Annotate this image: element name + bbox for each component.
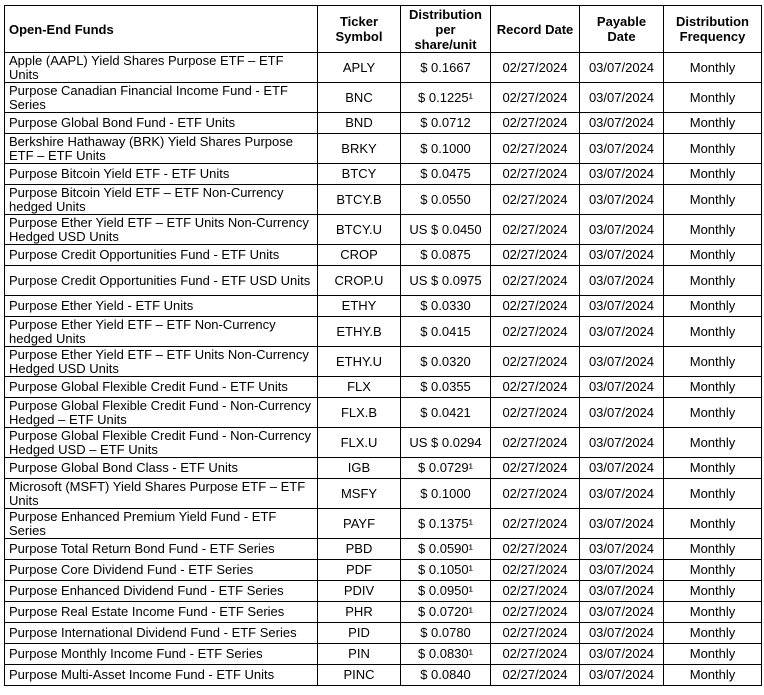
distribution-amount-cell: US $ 0.0294 (401, 428, 491, 458)
ticker-cell: PDF (318, 560, 401, 581)
distribution-amount-cell: $ 0.1375¹ (401, 509, 491, 539)
ticker-cell: FLX (318, 377, 401, 398)
table-row (5, 458, 762, 479)
table-row (5, 509, 762, 539)
fund-name-cell: Apple (AAPL) Yield Shares Purpose ETF – ETF Units (5, 53, 318, 83)
ticker-cell: PINC (318, 665, 401, 686)
distribution-amount-cell: $ 0.1225¹ (401, 83, 491, 113)
table-row (5, 164, 762, 185)
fund-name-cell: Purpose Core Dividend Fund - ETF Series (5, 560, 318, 581)
ticker-cell: FLX.U (318, 428, 401, 458)
payable-date-cell: 03/07/2024 (580, 644, 664, 665)
table-row (5, 623, 762, 644)
header-fund: Open-End Funds (5, 6, 318, 53)
frequency-cell: Monthly (664, 623, 762, 644)
fund-name-cell: Purpose Global Flexible Credit Fund - Non-Currency Hedged USD – ETF Units (5, 428, 318, 458)
payable-date-cell: 03/07/2024 (580, 539, 664, 560)
ticker-cell: ETHY.B (318, 317, 401, 347)
frequency-cell: Monthly (664, 134, 762, 164)
distribution-amount-cell: $ 0.0355 (401, 377, 491, 398)
payable-date-cell: 03/07/2024 (580, 509, 664, 539)
distribution-amount-cell: $ 0.0875 (401, 245, 491, 266)
payable-date-cell: 03/07/2024 (580, 377, 664, 398)
frequency-cell: Monthly (664, 539, 762, 560)
ticker-cell: ETHY (318, 296, 401, 317)
ticker-cell: ETHY.U (318, 347, 401, 377)
record-date-cell: 02/27/2024 (491, 623, 580, 644)
record-date-cell: 02/27/2024 (491, 428, 580, 458)
fund-name-cell: Purpose Canadian Financial Income Fund - ETF Series (5, 83, 318, 113)
ticker-cell: BTCY.B (318, 185, 401, 215)
fund-name-cell: Purpose Global Flexible Credit Fund - ETF Units (5, 377, 318, 398)
payable-date-cell: 03/07/2024 (580, 113, 664, 134)
fund-name-cell: Purpose Ether Yield ETF – ETF Units Non-Currency Hedged USD Units (5, 215, 318, 245)
payable-date-cell: 03/07/2024 (580, 317, 664, 347)
frequency-cell: Monthly (664, 296, 762, 317)
table-row (5, 317, 762, 347)
payable-date-cell: 03/07/2024 (580, 560, 664, 581)
ticker-cell: BNC (318, 83, 401, 113)
table-row (5, 53, 762, 83)
ticker-cell: PDIV (318, 581, 401, 602)
table-row (5, 377, 762, 398)
frequency-cell: Monthly (664, 185, 762, 215)
header-distribution: Distribution per share/unit (401, 6, 491, 53)
fund-name-cell: Purpose Ether Yield - ETF Units (5, 296, 318, 317)
fund-name-cell: Purpose Total Return Bond Fund - ETF Series (5, 539, 318, 560)
distribution-amount-cell: $ 0.0590¹ (401, 539, 491, 560)
record-date-cell: 02/27/2024 (491, 665, 580, 686)
record-date-cell: 02/27/2024 (491, 377, 580, 398)
frequency-cell: Monthly (664, 665, 762, 686)
ticker-cell: CROP (318, 245, 401, 266)
distribution-amount-cell: $ 0.0950¹ (401, 581, 491, 602)
frequency-cell: Monthly (664, 317, 762, 347)
payable-date-cell: 03/07/2024 (580, 428, 664, 458)
distribution-amount-cell: $ 0.1000 (401, 479, 491, 509)
distribution-amount-cell: $ 0.0830¹ (401, 644, 491, 665)
fund-name-cell: Purpose Global Bond Fund - ETF Units (5, 113, 318, 134)
record-date-cell: 02/27/2024 (491, 113, 580, 134)
frequency-cell: Monthly (664, 164, 762, 185)
payable-date-cell: 03/07/2024 (580, 164, 664, 185)
distribution-amount-cell: $ 0.0475 (401, 164, 491, 185)
frequency-cell: Monthly (664, 398, 762, 428)
record-date-cell: 02/27/2024 (491, 602, 580, 623)
fund-name-cell: Purpose Enhanced Premium Yield Fund - ETF Series (5, 509, 318, 539)
distribution-amount-cell: US $ 0.0975 (401, 266, 491, 296)
table-row (5, 215, 762, 245)
distribution-amount-cell: $ 0.0712 (401, 113, 491, 134)
fund-name-cell: Purpose Credit Opportunities Fund - ETF USD Units (5, 266, 318, 296)
record-date-cell: 02/27/2024 (491, 581, 580, 602)
record-date-cell: 02/27/2024 (491, 296, 580, 317)
fund-name-cell: Purpose Ether Yield ETF – ETF Units Non-Currency Hedged USD Units (5, 347, 318, 377)
distribution-amount-cell: $ 0.1000 (401, 134, 491, 164)
frequency-cell: Monthly (664, 428, 762, 458)
record-date-cell: 02/27/2024 (491, 347, 580, 377)
fund-name-cell: Microsoft (MSFT) Yield Shares Purpose ETF – ETF Units (5, 479, 318, 509)
header-payable-date: Payable Date (580, 6, 664, 53)
distribution-amount-cell: $ 0.0780 (401, 623, 491, 644)
distribution-amount-cell: $ 0.1667 (401, 53, 491, 83)
payable-date-cell: 03/07/2024 (580, 458, 664, 479)
frequency-cell: Monthly (664, 509, 762, 539)
record-date-cell: 02/27/2024 (491, 539, 580, 560)
table-row (5, 665, 762, 686)
frequency-cell: Monthly (664, 266, 762, 296)
frequency-cell: Monthly (664, 245, 762, 266)
fund-name-cell: Purpose Global Flexible Credit Fund - Non-Currency Hedged – ETF Units (5, 398, 318, 428)
table-row (5, 296, 762, 317)
table-row (5, 266, 762, 296)
table-row (5, 581, 762, 602)
frequency-cell: Monthly (664, 644, 762, 665)
fund-name-cell: Purpose Bitcoin Yield ETF – ETF Non-Currency hedged Units (5, 185, 318, 215)
fund-name-cell: Purpose Multi-Asset Income Fund - ETF Units (5, 665, 318, 686)
fund-name-cell: Purpose Bitcoin Yield ETF - ETF Units (5, 164, 318, 185)
distribution-amount-cell: $ 0.0550 (401, 185, 491, 215)
frequency-cell: Monthly (664, 458, 762, 479)
distribution-amount-cell: $ 0.0729¹ (401, 458, 491, 479)
table-row (5, 245, 762, 266)
fund-name-cell: Purpose Enhanced Dividend Fund - ETF Series (5, 581, 318, 602)
payable-date-cell: 03/07/2024 (580, 347, 664, 377)
ticker-cell: PID (318, 623, 401, 644)
frequency-cell: Monthly (664, 581, 762, 602)
table-row (5, 560, 762, 581)
table-row (5, 398, 762, 428)
payable-date-cell: 03/07/2024 (580, 398, 664, 428)
payable-date-cell: 03/07/2024 (580, 245, 664, 266)
table-row (5, 428, 762, 458)
frequency-cell: Monthly (664, 377, 762, 398)
frequency-cell: Monthly (664, 479, 762, 509)
table-header-row (5, 6, 762, 53)
table-row (5, 539, 762, 560)
frequency-cell: Monthly (664, 560, 762, 581)
record-date-cell: 02/27/2024 (491, 134, 580, 164)
fund-name-cell: Purpose Monthly Income Fund - ETF Series (5, 644, 318, 665)
ticker-cell: CROP.U (318, 266, 401, 296)
header-ticker: Ticker Symbol (318, 6, 401, 53)
ticker-cell: BTCY (318, 164, 401, 185)
record-date-cell: 02/27/2024 (491, 560, 580, 581)
record-date-cell: 02/27/2024 (491, 479, 580, 509)
ticker-cell: PAYF (318, 509, 401, 539)
distribution-table-container (4, 5, 762, 686)
record-date-cell: 02/27/2024 (491, 83, 580, 113)
table-row (5, 134, 762, 164)
payable-date-cell: 03/07/2024 (580, 479, 664, 509)
ticker-cell: MSFY (318, 479, 401, 509)
header-frequency: Distribution Frequency (664, 6, 762, 53)
ticker-cell: BRKY (318, 134, 401, 164)
distribution-amount-cell: $ 0.0421 (401, 398, 491, 428)
payable-date-cell: 03/07/2024 (580, 665, 664, 686)
fund-name-cell: Purpose Real Estate Income Fund - ETF Series (5, 602, 318, 623)
record-date-cell: 02/27/2024 (491, 185, 580, 215)
record-date-cell: 02/27/2024 (491, 215, 580, 245)
fund-name-cell: Berkshire Hathaway (BRK) Yield Shares Purpose ETF – ETF Units (5, 134, 318, 164)
ticker-cell: IGB (318, 458, 401, 479)
payable-date-cell: 03/07/2024 (580, 134, 664, 164)
payable-date-cell: 03/07/2024 (580, 185, 664, 215)
ticker-cell: PBD (318, 539, 401, 560)
ticker-cell: APLY (318, 53, 401, 83)
table-row (5, 185, 762, 215)
record-date-cell: 02/27/2024 (491, 53, 580, 83)
record-date-cell: 02/27/2024 (491, 644, 580, 665)
distribution-amount-cell: $ 0.0840 (401, 665, 491, 686)
record-date-cell: 02/27/2024 (491, 245, 580, 266)
record-date-cell: 02/27/2024 (491, 317, 580, 347)
frequency-cell: Monthly (664, 347, 762, 377)
table-row (5, 113, 762, 134)
frequency-cell: Monthly (664, 53, 762, 83)
ticker-cell: BND (318, 113, 401, 134)
payable-date-cell: 03/07/2024 (580, 296, 664, 317)
table-row (5, 644, 762, 665)
distribution-amount-cell: $ 0.1050¹ (401, 560, 491, 581)
record-date-cell: 02/27/2024 (491, 458, 580, 479)
header-record-date: Record Date (491, 6, 580, 53)
payable-date-cell: 03/07/2024 (580, 266, 664, 296)
distribution-amount-cell: US $ 0.0450 (401, 215, 491, 245)
table-row (5, 479, 762, 509)
payable-date-cell: 03/07/2024 (580, 602, 664, 623)
frequency-cell: Monthly (664, 83, 762, 113)
payable-date-cell: 03/07/2024 (580, 623, 664, 644)
distribution-table (4, 5, 762, 686)
ticker-cell: PIN (318, 644, 401, 665)
payable-date-cell: 03/07/2024 (580, 581, 664, 602)
ticker-cell: BTCY.U (318, 215, 401, 245)
ticker-cell: PHR (318, 602, 401, 623)
payable-date-cell: 03/07/2024 (580, 215, 664, 245)
distribution-amount-cell: $ 0.0720¹ (401, 602, 491, 623)
payable-date-cell: 03/07/2024 (580, 83, 664, 113)
distribution-amount-cell: $ 0.0330 (401, 296, 491, 317)
record-date-cell: 02/27/2024 (491, 266, 580, 296)
record-date-cell: 02/27/2024 (491, 398, 580, 428)
table-row (5, 602, 762, 623)
frequency-cell: Monthly (664, 113, 762, 134)
ticker-cell: FLX.B (318, 398, 401, 428)
payable-date-cell: 03/07/2024 (580, 53, 664, 83)
record-date-cell: 02/27/2024 (491, 509, 580, 539)
fund-name-cell: Purpose Credit Opportunities Fund - ETF Units (5, 245, 318, 266)
frequency-cell: Monthly (664, 215, 762, 245)
fund-name-cell: Purpose International Dividend Fund - ETF Series (5, 623, 318, 644)
distribution-amount-cell: $ 0.0415 (401, 317, 491, 347)
table-row (5, 83, 762, 113)
table-row (5, 347, 762, 377)
fund-name-cell: Purpose Global Bond Class - ETF Units (5, 458, 318, 479)
fund-name-cell: Purpose Ether Yield ETF – ETF Non-Currency hedged Units (5, 317, 318, 347)
record-date-cell: 02/27/2024 (491, 164, 580, 185)
distribution-amount-cell: $ 0.0320 (401, 347, 491, 377)
frequency-cell: Monthly (664, 602, 762, 623)
